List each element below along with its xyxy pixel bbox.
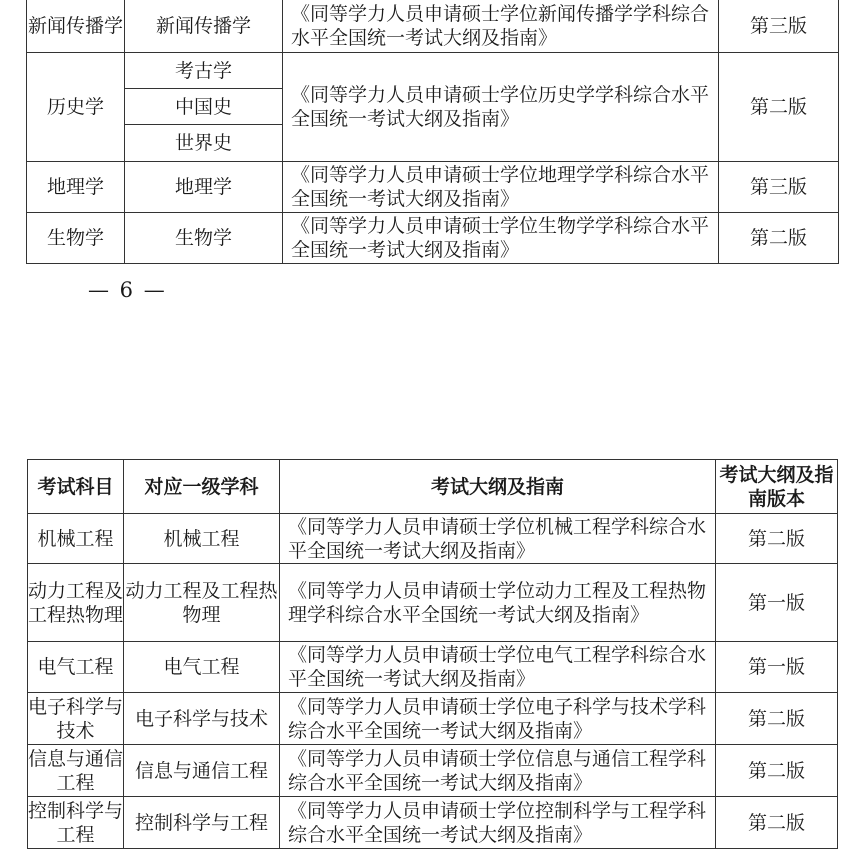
- guide-cell: 《同等学力人员申请硕士学位生物学学科综合水平全国统一考试大纲及指南》: [283, 213, 719, 264]
- discipline-cell: 机械工程: [124, 514, 280, 564]
- discipline-cell: 中国史: [125, 89, 283, 125]
- table-row: [28, 797, 838, 849]
- header-subject: 考试科目: [28, 460, 124, 514]
- subject-cell: 生物学: [27, 213, 125, 264]
- discipline-cell: 世界史: [125, 125, 283, 162]
- edition-cell: 第三版: [719, 0, 839, 53]
- table-header-row: [28, 460, 838, 514]
- edition-cell: 第二版: [719, 53, 839, 162]
- edition-cell: 第二版: [716, 693, 838, 745]
- table-row: [27, 213, 839, 264]
- subject-cell: 动力工程及工程热物理: [28, 564, 124, 642]
- subject-cell: 地理学: [27, 162, 125, 213]
- header-edition: 考试大纲及指南版本: [716, 460, 838, 514]
- guide-cell: 《同等学力人员申请硕士学位信息与通信工程学科综合水平全国统一考试大纲及指南》: [280, 745, 716, 797]
- discipline-cell: 电气工程: [124, 642, 280, 693]
- edition-cell: 第一版: [716, 564, 838, 642]
- table-row: [28, 514, 838, 564]
- discipline-cell: 动力工程及工程热物理: [124, 564, 280, 642]
- guide-cell: 《同等学力人员申请硕士学位电子科学与技术学科综合水平全国统一考试大纲及指南》: [280, 693, 716, 745]
- edition-cell: 第二版: [716, 797, 838, 849]
- subject-cell: 电气工程: [28, 642, 124, 693]
- guide-cell: 《同等学力人员申请硕士学位新闻传播学学科综合水平全国统一考试大纲及指南》: [283, 0, 719, 53]
- discipline-cell: 电子科学与技术: [124, 693, 280, 745]
- edition-cell: 第二版: [716, 745, 838, 797]
- table-row: [27, 0, 839, 53]
- edition-cell: 第一版: [716, 642, 838, 693]
- table-row: [28, 564, 838, 642]
- header-guide: 考试大纲及指南: [280, 460, 716, 514]
- table-row: [28, 745, 838, 797]
- guide-cell: 《同等学力人员申请硕士学位地理学学科综合水平全国统一考试大纲及指南》: [283, 162, 719, 213]
- subject-cell: 机械工程: [28, 514, 124, 564]
- edition-cell: 第二版: [716, 514, 838, 564]
- discipline-cell: 地理学: [125, 162, 283, 213]
- top-table: [26, 0, 839, 264]
- subject-cell: 控制科学与工程: [28, 797, 124, 849]
- discipline-cell: 考古学: [125, 53, 283, 89]
- bottom-table: [27, 459, 838, 849]
- discipline-cell: 新闻传播学: [125, 0, 283, 53]
- header-discipline: 对应一级学科: [124, 460, 280, 514]
- page-number: — 6 —: [88, 278, 167, 302]
- discipline-cell: 生物学: [125, 213, 283, 264]
- edition-cell: 第二版: [719, 213, 839, 264]
- table-row: [28, 642, 838, 693]
- guide-cell: 《同等学力人员申请硕士学位电气工程学科综合水平全国统一考试大纲及指南》: [280, 642, 716, 693]
- subject-cell: 电子科学与技术: [28, 693, 124, 745]
- subject-cell: 历史学: [27, 53, 125, 162]
- table-row: [27, 53, 839, 89]
- discipline-cell: 控制科学与工程: [124, 797, 280, 849]
- guide-cell: 《同等学力人员申请硕士学位动力工程及工程热物理学科综合水平全国统一考试大纲及指南》: [280, 564, 716, 642]
- guide-cell: 《同等学力人员申请硕士学位控制科学与工程学科综合水平全国统一考试大纲及指南》: [280, 797, 716, 849]
- table-row: [27, 162, 839, 213]
- subject-cell: 信息与通信工程: [28, 745, 124, 797]
- table-row: [28, 693, 838, 745]
- guide-cell: 《同等学力人员申请硕士学位历史学学科综合水平全国统一考试大纲及指南》: [283, 53, 719, 162]
- discipline-cell: 信息与通信工程: [124, 745, 280, 797]
- subject-cell: 新闻传播学: [27, 0, 125, 53]
- edition-cell: 第三版: [719, 162, 839, 213]
- guide-cell: 《同等学力人员申请硕士学位机械工程学科综合水平全国统一考试大纲及指南》: [280, 514, 716, 564]
